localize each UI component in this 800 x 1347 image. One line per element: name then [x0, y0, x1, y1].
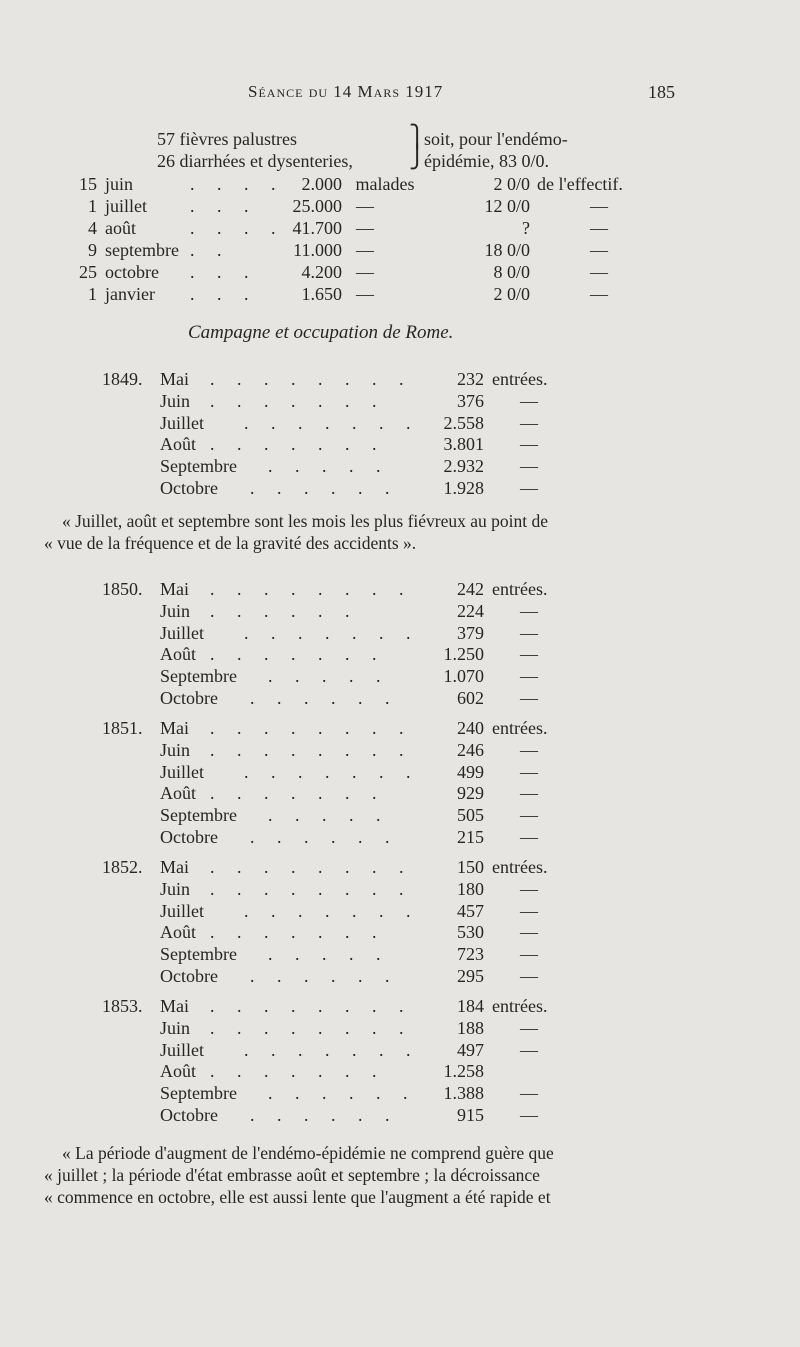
year-row-value: 497 — [457, 1040, 484, 1060]
year-row-month: Octobre — [160, 966, 218, 986]
intro-line-2-right: épidémie, 83 0/0. — [424, 151, 549, 171]
year-label: 1849. — [102, 369, 143, 389]
year-row-month: Juin — [160, 1018, 191, 1038]
year-row-month: Septembre — [160, 456, 237, 476]
stats-row-unit: — — [356, 262, 374, 282]
stats-row-dots: . . . — [190, 196, 258, 216]
year-row-value: 1.250 — [443, 644, 484, 664]
stats-row-suffix: de l'effectif. — [537, 174, 623, 194]
year-row-unit: entrées. — [492, 579, 548, 599]
stats-row-count: 11.000 — [293, 240, 342, 260]
year-row-value: 1.258 — [443, 1061, 484, 1081]
year-row-unit: — — [520, 601, 538, 621]
year-row-month: Octobre — [160, 688, 218, 708]
stats-row-suffix: — — [590, 240, 608, 260]
year-row-unit: — — [520, 966, 538, 986]
year-row-unit: — — [520, 740, 538, 760]
year-row-dots: . . . . . . . . — [210, 579, 413, 599]
year-row-dots: . . . . . . . . — [210, 718, 413, 738]
year-row-unit: — — [520, 391, 538, 411]
year-row-dots: . . . . . . . . — [210, 369, 413, 389]
year-row-dots: . . . . . . — [250, 827, 399, 847]
year-row-month: Août — [160, 922, 196, 942]
year-row-unit: — — [520, 623, 538, 643]
year-row-dots: . . . . . . — [250, 966, 399, 986]
stats-row-count: 2.000 — [301, 174, 342, 194]
stats-row-count: 25.000 — [292, 196, 342, 216]
year-row-dots: . . . . . . . — [244, 623, 420, 643]
year-row-dots: . . . . . . — [210, 601, 359, 621]
year-row-unit: — — [520, 644, 538, 664]
year-row-dots: . . . . . — [268, 456, 390, 476]
year-row-unit: — — [520, 478, 538, 498]
year-label: 1852. — [102, 857, 143, 877]
year-row-value: 246 — [457, 740, 484, 760]
year-row-unit: — — [520, 827, 538, 847]
year-row-value: 376 — [457, 391, 484, 411]
quote2-line1: « La période d'augment de l'endémo-épidémie ne comprend guère que — [62, 1143, 554, 1163]
year-row-month: Août — [160, 434, 196, 454]
year-row-month: Août — [160, 644, 196, 664]
year-row-value: 2.932 — [443, 456, 484, 476]
quote1-line1: « Juillet, août et septembre sont les mois les plus fiévreux au point de — [62, 511, 549, 531]
page-number: 185 — [648, 82, 675, 102]
year-row-value: 1.070 — [443, 666, 484, 686]
year-row-dots: . . . . . — [268, 805, 390, 825]
stats-row-unit: — — [356, 196, 374, 216]
stats-row-suffix: — — [590, 218, 608, 238]
year-row-unit: — — [520, 1018, 538, 1038]
stats-row-num: 1 — [88, 284, 97, 304]
year-row-unit: — — [520, 762, 538, 782]
year-row-dots: . . . . . . . — [210, 434, 386, 454]
year-row-dots: . . . . . . . — [244, 901, 420, 921]
year-row-month: Juillet — [160, 762, 204, 782]
year-row-value: 530 — [457, 922, 484, 942]
year-row-value: 379 — [457, 623, 484, 643]
stats-row-count: 4.200 — [301, 262, 342, 282]
year-row-value: 915 — [457, 1105, 484, 1125]
year-row-value: 929 — [457, 783, 484, 803]
year-row-month: Mai — [160, 718, 189, 738]
year-row-value: 240 — [457, 718, 484, 738]
stats-row-month: septembre — [105, 240, 179, 260]
year-row-month: Août — [160, 1061, 196, 1081]
brace-top: ⎫ — [409, 124, 426, 149]
year-row-unit: — — [520, 413, 538, 433]
intro-line-1-left: 57 fièvres palustres — [157, 129, 297, 149]
year-row-value: 215 — [457, 827, 484, 847]
stats-row-suffix: — — [590, 284, 608, 304]
year-row-dots: . . . . . . . — [210, 922, 386, 942]
year-row-value: 3.801 — [443, 434, 484, 454]
year-row-month: Juin — [160, 740, 191, 760]
year-row-dots: . . . . . . . . — [210, 857, 413, 877]
year-row-dots: . . . . . . . — [210, 644, 386, 664]
stats-row-unit: — — [356, 218, 374, 238]
year-row-dots: . . . . . . . — [244, 762, 420, 782]
stats-row-month: octobre — [105, 262, 159, 282]
year-row-unit: — — [520, 1083, 538, 1103]
year-row-unit: — — [520, 1040, 538, 1060]
year-row-unit: — — [520, 666, 538, 686]
year-row-unit: — — [520, 879, 538, 899]
quote1-line2: « vue de la fréquence et de la gravité des accidents ». — [44, 533, 417, 553]
year-row-month: Mai — [160, 579, 189, 599]
year-label: 1853. — [102, 996, 143, 1016]
year-row-dots: . . . . . — [268, 666, 390, 686]
year-row-value: 2.558 — [443, 413, 484, 433]
year-row-month: Septembre — [160, 805, 237, 825]
year-row-dots: . . . . . . . — [244, 1040, 420, 1060]
year-row-dots: . . . . . . . — [244, 413, 420, 433]
year-row-month: Mai — [160, 369, 189, 389]
year-row-dots: . . . . . . . — [210, 1061, 386, 1081]
year-row-unit: — — [520, 922, 538, 942]
year-row-value: 295 — [457, 966, 484, 986]
brace-bottom: ⎭ — [409, 144, 426, 169]
stats-row-unit: malades — [355, 174, 415, 194]
year-row-dots: . . . . . . — [250, 1105, 399, 1125]
year-row-month: Juin — [160, 601, 191, 621]
year-row-unit: entrées. — [492, 718, 548, 738]
stats-row-count: 1.650 — [301, 284, 342, 304]
year-row-month: Août — [160, 783, 196, 803]
stats-row-dots: . . — [190, 240, 231, 260]
intro-line-1-right: soit, pour l'endémo- — [424, 129, 568, 149]
stats-row-count: 41.700 — [292, 218, 342, 238]
year-row-month: Septembre — [160, 666, 237, 686]
stats-row-num: 9 — [88, 240, 97, 260]
year-row-unit: — — [520, 901, 538, 921]
year-row-value: 457 — [457, 901, 484, 921]
year-row-dots: . . . . . — [268, 944, 390, 964]
header-title: Séance du 14 Mars 1917 — [248, 82, 444, 101]
year-row-month: Mai — [160, 857, 189, 877]
year-row-unit: — — [520, 688, 538, 708]
year-row-month: Juillet — [160, 623, 204, 643]
stats-row-unit: — — [356, 284, 374, 304]
stats-row-pct: 8 0/0 — [493, 262, 530, 282]
year-row-dots: . . . . . . . . — [210, 1018, 413, 1038]
stats-row-month: janvier — [105, 284, 155, 304]
year-row-unit: — — [520, 805, 538, 825]
year-row-month: Septembre — [160, 944, 237, 964]
year-row-unit: — — [520, 944, 538, 964]
stats-row-num: 25 — [79, 262, 97, 282]
year-row-dots: . . . . . . . — [210, 783, 386, 803]
quote2-line2: « juillet ; la période d'état embrasse août et septembre ; la décroissance — [44, 1165, 540, 1185]
year-row-unit: — — [520, 783, 538, 803]
year-row-month: Juin — [160, 879, 191, 899]
year-row-month: Octobre — [160, 1105, 218, 1125]
stats-row-unit: — — [356, 240, 374, 260]
year-row-month: Juillet — [160, 413, 204, 433]
year-row-dots: . . . . . . — [250, 688, 399, 708]
stats-row-pct: 18 0/0 — [484, 240, 530, 260]
year-row-month: Octobre — [160, 478, 218, 498]
stats-row-dots: . . . — [190, 262, 258, 282]
stats-row-month: juillet — [105, 196, 147, 216]
year-row-dots: . . . . . . . — [210, 391, 386, 411]
stats-row-num: 15 — [79, 174, 97, 194]
year-row-dots: . . . . . . . . — [210, 879, 413, 899]
year-row-month: Juin — [160, 391, 191, 411]
intro-line-2-left: 26 diarrhées et dysenteries, — [157, 151, 353, 171]
quote2-line3: « commence en octobre, elle est aussi lente que l'augment a été rapide et — [44, 1187, 551, 1207]
year-row-unit: — — [520, 456, 538, 476]
year-row-month: Juillet — [160, 901, 204, 921]
year-row-month: Juillet — [160, 1040, 204, 1060]
year-row-unit: entrées. — [492, 996, 548, 1016]
year-row-month: Octobre — [160, 827, 218, 847]
stats-row-num: 1 — [88, 196, 97, 216]
stats-row-dots: . . . . — [190, 218, 285, 238]
stats-row-month: juin — [105, 174, 134, 194]
year-row-value: 499 — [457, 762, 484, 782]
year-row-month: Septembre — [160, 1083, 237, 1103]
year-row-unit: — — [520, 1105, 538, 1125]
year-row-month: Mai — [160, 996, 189, 1016]
year-row-value: 1.388 — [443, 1083, 484, 1103]
year-row-value: 602 — [457, 688, 484, 708]
year-row-value: 723 — [457, 944, 484, 964]
year-row-dots: . . . . . . — [268, 1083, 417, 1103]
year-label: 1851. — [102, 718, 143, 738]
stats-row-suffix: — — [590, 196, 608, 216]
year-row-dots: . . . . . . — [250, 478, 399, 498]
year-label: 1850. — [102, 579, 143, 599]
year-row-unit: entrées. — [492, 857, 548, 877]
stats-row-pct: 2 0/0 — [493, 174, 530, 194]
stats-row-suffix: — — [590, 262, 608, 282]
year-row-value: 188 — [457, 1018, 484, 1038]
year-row-value: 150 — [457, 857, 484, 877]
stats-row-dots: . . . . — [190, 174, 285, 194]
year-row-unit: entrées. — [492, 369, 548, 389]
stats-row-month: août — [105, 218, 136, 238]
year-row-dots: . . . . . . . . — [210, 996, 413, 1016]
year-row-value: 184 — [457, 996, 484, 1016]
year-row-value: 232 — [457, 369, 484, 389]
stats-row-pct: 12 0/0 — [484, 196, 530, 216]
year-row-value: 242 — [457, 579, 484, 599]
stats-row-dots: . . . — [190, 284, 258, 304]
year-row-value: 180 — [457, 879, 484, 899]
stats-row-num: 4 — [88, 218, 97, 238]
section-title: Campagne et occupation de Rome. — [188, 322, 454, 343]
year-row-value: 224 — [457, 601, 484, 621]
stats-row-pct: 2 0/0 — [493, 284, 530, 304]
year-row-unit: — — [520, 434, 538, 454]
year-row-dots: . . . . . . . . — [210, 740, 413, 760]
year-row-value: 505 — [457, 805, 484, 825]
year-row-value: 1.928 — [443, 478, 484, 498]
stats-row-pct: ? — [522, 218, 530, 238]
